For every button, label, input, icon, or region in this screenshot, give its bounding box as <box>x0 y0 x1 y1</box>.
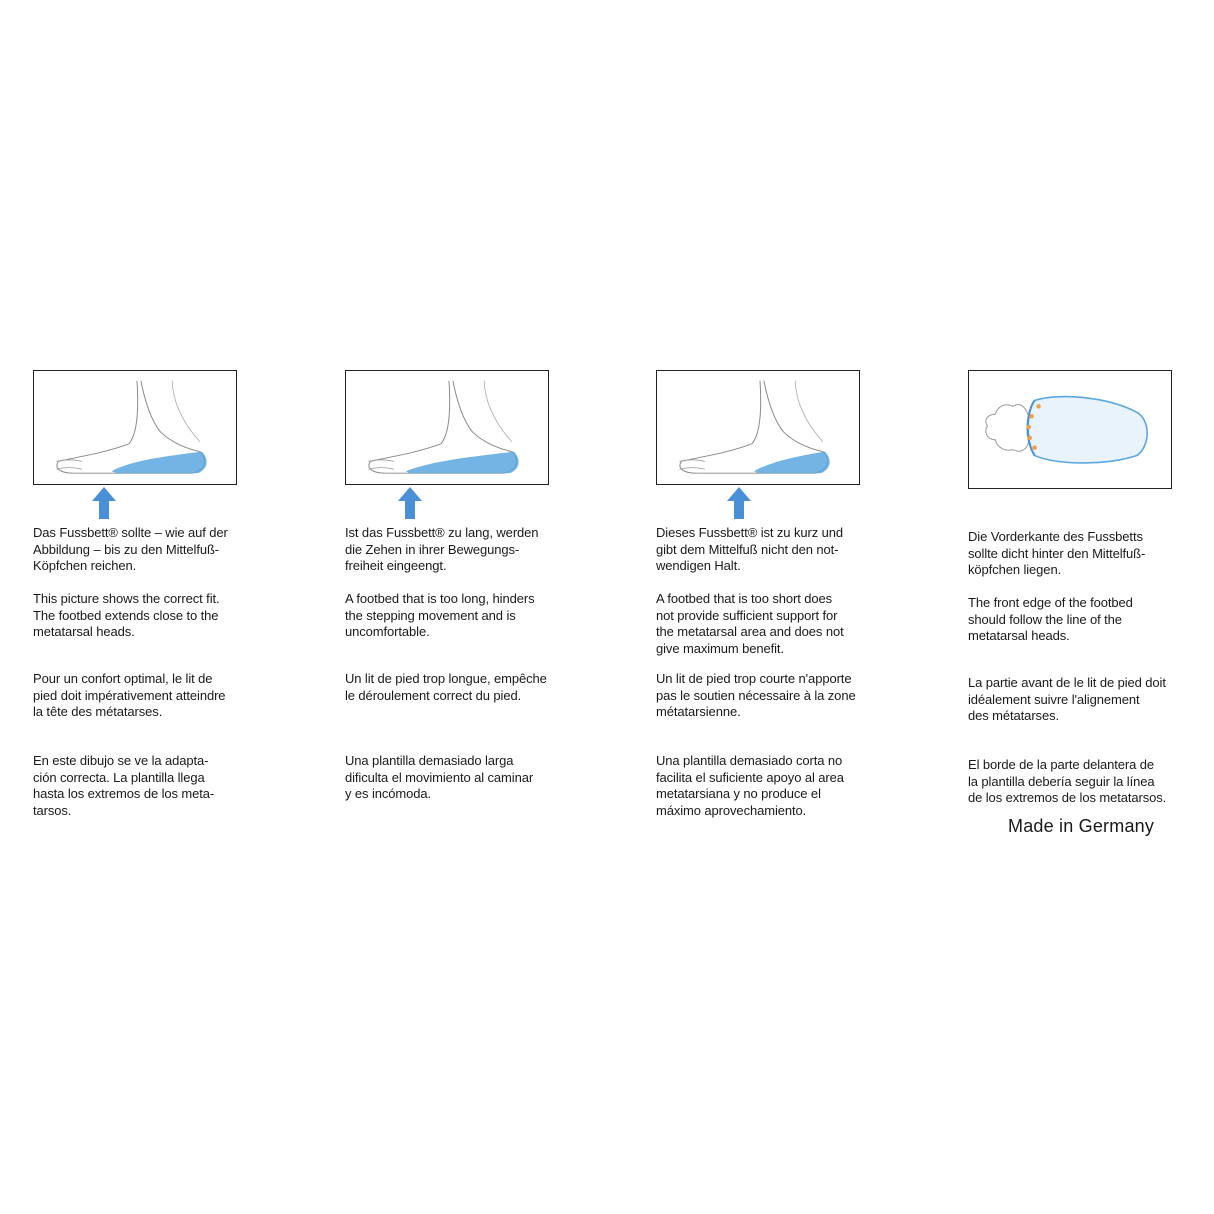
text-spanish: En este dibujo se ve la adapta- ción correcta. La plantilla llega hasta los extremos de los meta- tarsos. <box>33 753 215 818</box>
text-french: Un lit de pied trop courte n'apporte pas le soutien nécessaire à la zone métatarsienne. <box>656 671 856 719</box>
foot-side-illustration <box>33 370 237 485</box>
foot-side-illustration <box>345 370 549 485</box>
panel-too-long <box>345 370 581 819</box>
panel-too-short <box>656 370 892 819</box>
made-in-germany-label: Made in Germany <box>1008 816 1155 836</box>
text-english: This picture shows the correct fit. The footbed extends close to the metatarsal heads. <box>33 591 220 639</box>
foot-side-illustration <box>656 370 860 485</box>
text-english: The front edge of the footbed should follow the line of the metatarsal heads. <box>968 595 1133 643</box>
pointer-arrow-icon <box>656 485 892 519</box>
text-spanish: Una plantilla demasiado corta no facilita el suficiente apoyo al area metatarsiana y no produce el máximo aprovechamiento. <box>656 753 844 818</box>
text-german: Das Fussbett® sollte – wie auf der Abbildung – bis zu den Mittelfuß- Köpfchen reichen. <box>33 525 228 573</box>
text-english: A footbed that is too long, hinders the stepping movement and is uncomfortable. <box>345 591 535 639</box>
foot-top-illustration <box>968 370 1172 489</box>
pointer-arrow-icon <box>345 485 581 519</box>
panel-correct-fit <box>33 370 269 819</box>
panel-front-edge <box>968 370 1204 823</box>
text-german: Ist das Fussbett® zu lang, werden die Zehen in ihrer Bewegungs- freiheit eingeengt. <box>345 525 539 573</box>
text-english: A footbed that is too short does not provide sufficient support for the metatarsal area and does not give maximum benefit. <box>656 591 844 656</box>
text-french: Un lit de pied trop longue, empêche le déroulement correct du pied. <box>345 671 547 703</box>
pointer-arrow-icon <box>33 485 269 519</box>
text-spanish: Una plantilla demasiado larga dificulta el movimiento al caminar y es incómoda. <box>345 753 534 801</box>
text-spanish: El borde de la parte delantera de la plantilla debería seguir la línea de los extremos de los metatarsos. <box>968 757 1167 805</box>
text-french: Pour un confort optimal, le lit de pied doit impérativement atteindre la tête des métatarses. <box>33 671 226 719</box>
text-german: Dieses Fussbett® ist zu kurz und gibt dem Mittelfuß nicht den not- wendigen Halt. <box>656 525 844 573</box>
text-french: La partie avant de le lit de pied doit idéalement suivre l'alignement des métatarses. <box>968 675 1166 723</box>
text-german: Die Vorderkante des Fussbetts sollte dicht hinter den Mittelfuß- köpfchen liegen. <box>968 529 1146 577</box>
